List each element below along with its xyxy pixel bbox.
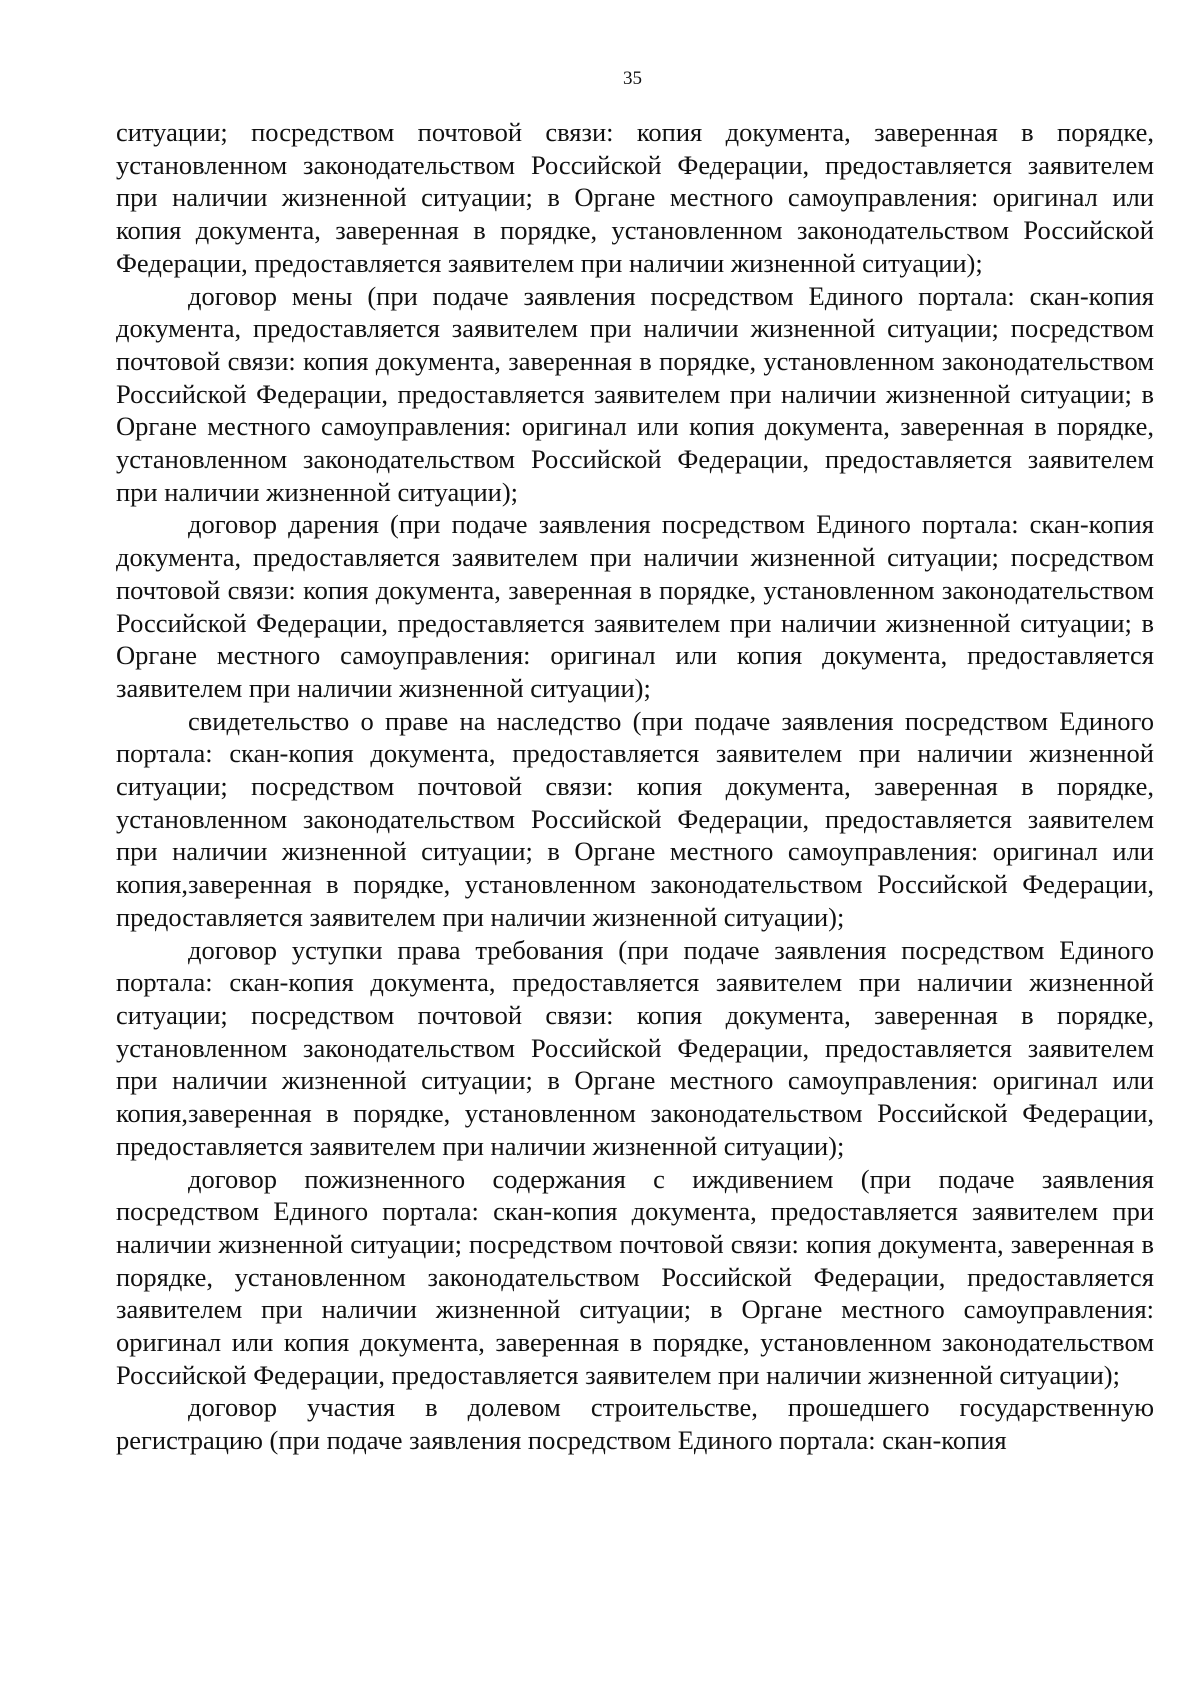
page-number: 35 — [623, 68, 642, 89]
paragraph-shared-construction-contract: договор участия в долевом строительстве, прошедшего государственную регистрацию (при подаче заявления посредством Единого портала: скан-копия — [116, 1392, 1154, 1456]
paragraph-exchange-contract: договор мены (при подаче заявления посредством Единого портала: скан-копия документа, предоставляется заявителем при наличии жизненной ситуации; посредством почтовой связи: копия документа, заверенная в порядке, установленном законодательством Российской Федерации, предоставляется заявителем при наличии жизненной ситуации; в Органе местного самоуправления: оригинал или копия документа, заверенная в порядке, установленном законодательством Российской Федерации, предоставляется заявителем при наличии жизненной ситуации); — [116, 280, 1154, 507]
paragraph-1: ситуации; посредством почтовой связи: копия документа, заверенная в порядке, установленном законодательством Российской Федерации, предоставляется заявителем при наличии жизненной ситуации; в Органе местного самоуправления: оригинал или копия документа, заверенная в порядке, установленном законодательством Российской Федерации, предоставляется заявителем при наличии жизненной ситуации); — [116, 117, 1154, 278]
document-body — [116, 116, 1154, 1457]
paragraph-gift-contract: договор дарения (при подаче заявления посредством Единого портала: скан-копия документа, предоставляется заявителем при наличии жизненной ситуации; посредством почтовой связи: копия документа, заверенная в порядке, установленном законодательством Российской Федерации, предоставляется заявителем при наличии жизненной ситуации; в Органе местного самоуправления: оригинал или копия документа, предоставляется заявителем при наличии жизненной ситуации); — [116, 509, 1154, 703]
paragraph-inheritance-certificate: свидетельство о праве на наследство (при подаче заявления посредством Единого портала: скан-копия документа, предоставляется заявителем при наличии жизненной ситуации; посредством почтовой связи: копия документа, заверенная в порядке, установленном законодательством Российской Федерации, предоставляется заявителем при наличии жизненной ситуации; в Органе местного самоуправления: оригинал или копия,заверенная в порядке, установленном законодательством Российской Федерации, предоставляется заявителем при наличии жизненной ситуации); — [116, 705, 1154, 932]
paragraph-assignment-contract: договор уступки права требования (при подаче заявления посредством Единого портала: скан-копия документа, предоставляется заявителем при наличии жизненной ситуации; посредством почтовой связи: копия документа, заверенная в порядке, установленном законодательством Российской Федерации, предоставляется заявителем при наличии жизненной ситуации; в Органе местного самоуправления: оригинал или копия,заверенная в порядке, установленном законодательством Российской Федерации, предоставляется заявителем при наличии жизненной ситуации); — [116, 934, 1154, 1161]
paragraph-lifetime-maintenance-contract: договор пожизненного содержания с иждивением (при подаче заявления посредством Единого портала: скан-копия документа, предоставляется заявителем при наличии жизненной ситуации; посредством почтовой связи: копия документа, заверенная в порядке, установленном законодательством Российской Федерации, предоставляется заявителем при наличии жизненной ситуации; в Органе местного самоуправления: оригинал или копия документа, заверенная в порядке, установленном законодательством Российской Федерации, предоставляется заявителем при наличии жизненной ситуации); — [116, 1163, 1154, 1390]
